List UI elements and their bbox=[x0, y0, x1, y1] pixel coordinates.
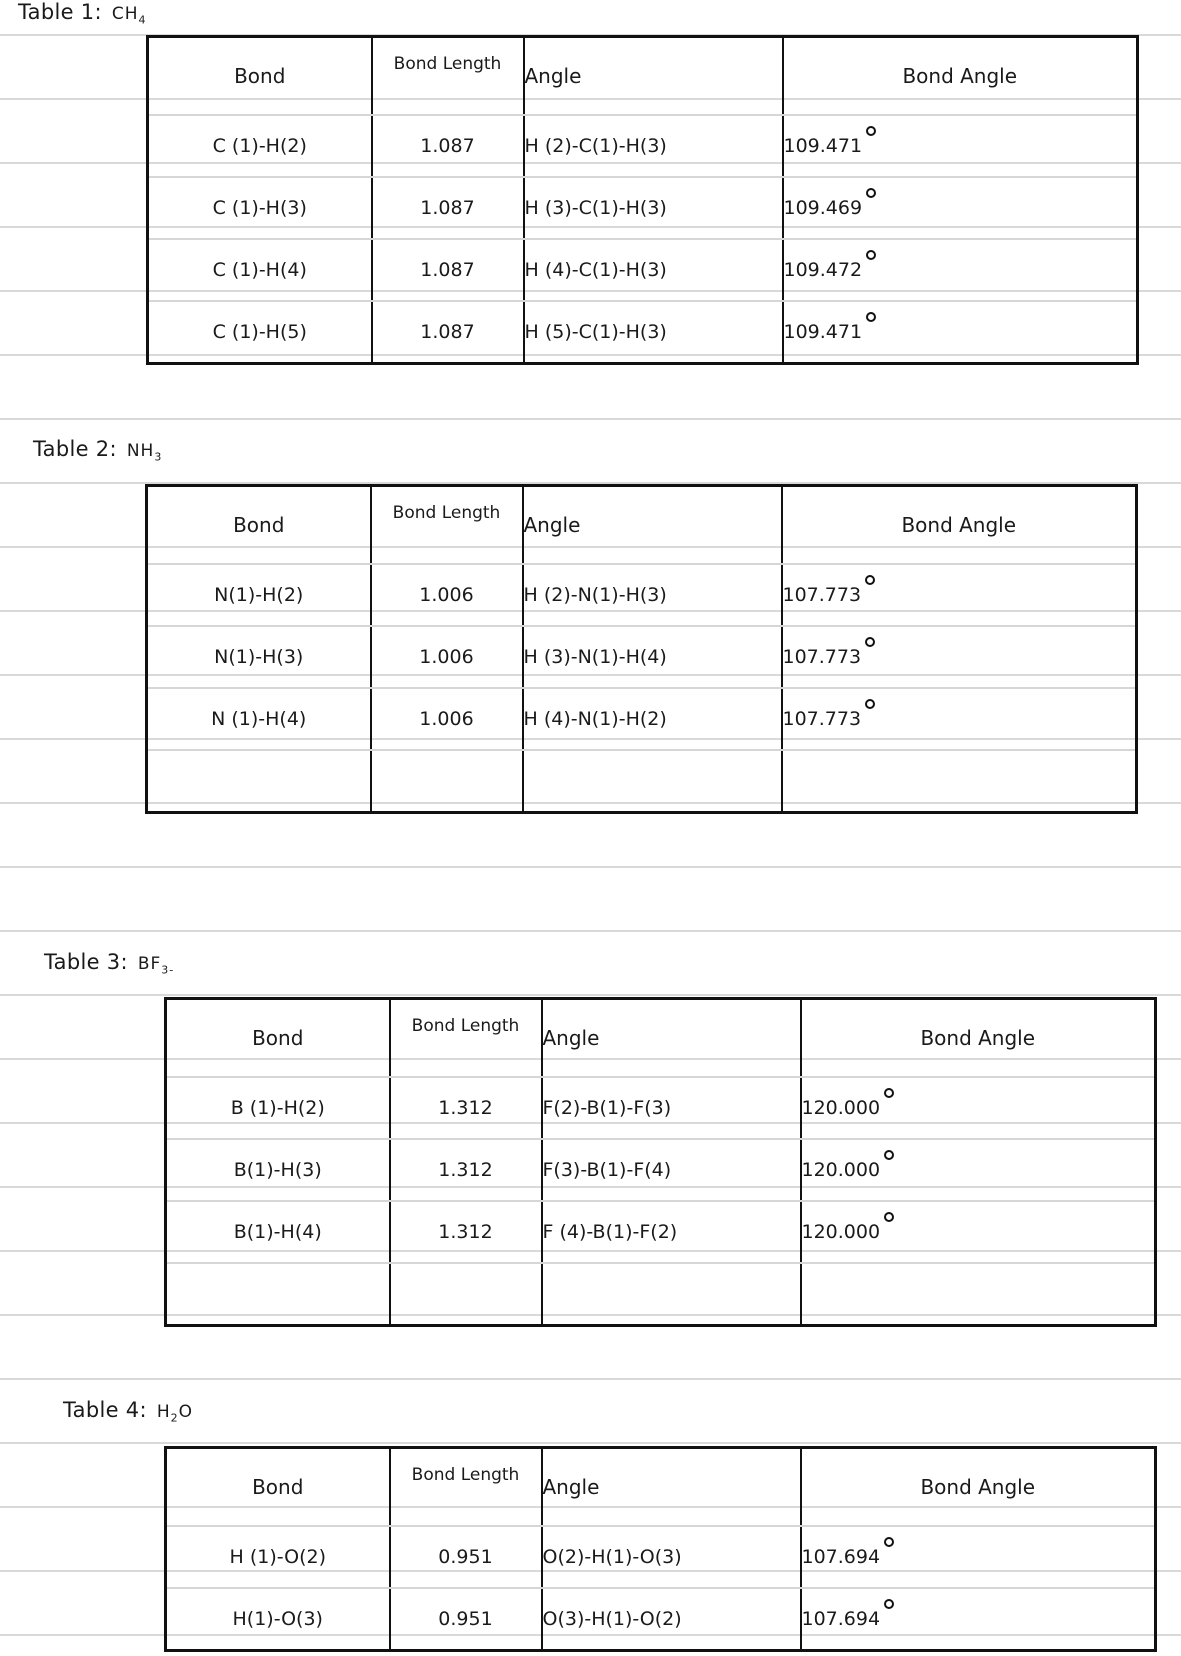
cell-bond: C (1)-H(2) bbox=[148, 115, 372, 177]
cell-bond: B (1)-H(2) bbox=[166, 1077, 390, 1139]
table-3-caption bbox=[44, 950, 174, 976]
cell-bond-length bbox=[371, 750, 523, 813]
table-3-formula: $BF_{3-}$ bbox=[137, 954, 175, 977]
table-2 bbox=[145, 484, 1138, 814]
table-row bbox=[166, 1526, 1156, 1588]
degree-symbol-icon bbox=[884, 1212, 894, 1222]
header-bond-angle: Bond Angle bbox=[801, 999, 1156, 1078]
table-1-formula: $CH_4$ bbox=[111, 4, 147, 27]
cell-bond: C (1)-H(3) bbox=[148, 177, 372, 239]
cell-bond-angle bbox=[783, 177, 1138, 239]
table-2-caption-label: Table 2: bbox=[33, 437, 117, 461]
cell-bond-angle bbox=[782, 626, 1137, 688]
table-row bbox=[166, 1077, 1156, 1139]
header-bond: Bond bbox=[147, 486, 371, 565]
cell-angle: F(3)-B(1)-F(4) bbox=[542, 1139, 801, 1201]
degree-symbol-icon bbox=[884, 1599, 894, 1609]
cell-bond-angle bbox=[782, 688, 1137, 750]
cell-bond-angle bbox=[801, 1526, 1156, 1588]
header-bond-angle: Bond Angle bbox=[783, 37, 1138, 116]
table-3-caption-label: Table 3: bbox=[44, 950, 128, 974]
cell-angle: H (4)-C(1)-H(3) bbox=[524, 239, 783, 301]
cell-bond-length: 0.951 bbox=[390, 1588, 542, 1651]
cell-bond-length: 1.312 bbox=[390, 1077, 542, 1139]
table-row bbox=[147, 626, 1137, 688]
cell-angle bbox=[523, 750, 782, 813]
header-bond-length: Bond Length bbox=[390, 1448, 542, 1527]
cell-bond-length: 1.006 bbox=[371, 626, 523, 688]
cell-bond-length: 1.006 bbox=[371, 564, 523, 626]
cell-bond: B(1)-H(3) bbox=[166, 1139, 390, 1201]
degree-symbol-icon bbox=[884, 1088, 894, 1098]
ruled-line bbox=[0, 930, 1181, 932]
cell-bond-angle bbox=[801, 1139, 1156, 1201]
bond-angle-value: 120.000 bbox=[801, 1221, 881, 1243]
degree-symbol-icon bbox=[865, 575, 875, 585]
degree-symbol-icon bbox=[884, 1537, 894, 1547]
degree-symbol-icon bbox=[866, 312, 876, 322]
table-row bbox=[166, 1588, 1156, 1651]
bond-angle-value: 109.469 bbox=[783, 197, 863, 219]
cell-bond-length: 1.312 bbox=[390, 1139, 542, 1201]
cell-bond: N (1)-H(4) bbox=[147, 688, 371, 750]
bond-angle-value: 107.773 bbox=[782, 584, 862, 606]
cell-bond-angle bbox=[782, 564, 1137, 626]
table-row bbox=[148, 115, 1138, 177]
table-row bbox=[166, 1263, 1156, 1326]
header-bond-angle: Bond Angle bbox=[782, 486, 1137, 565]
cell-bond-angle bbox=[801, 1077, 1156, 1139]
cell-bond: H (1)-O(2) bbox=[166, 1526, 390, 1588]
cell-angle: H (5)-C(1)-H(3) bbox=[524, 301, 783, 364]
bond-angle-value: 109.471 bbox=[783, 135, 863, 157]
cell-angle: H (2)-C(1)-H(3) bbox=[524, 115, 783, 177]
bond-angle-value: 120.000 bbox=[801, 1159, 881, 1181]
cell-bond: N(1)-H(2) bbox=[147, 564, 371, 626]
cell-bond bbox=[166, 1263, 390, 1326]
ruled-line bbox=[0, 1378, 1181, 1380]
header-angle: Angle bbox=[542, 1448, 801, 1527]
bond-angle-value: 107.694 bbox=[801, 1608, 881, 1630]
cell-angle: H (3)-N(1)-H(4) bbox=[523, 626, 782, 688]
table-1 bbox=[146, 35, 1139, 365]
header-bond-length: Bond Length bbox=[390, 999, 542, 1078]
table-row bbox=[147, 564, 1137, 626]
cell-bond bbox=[147, 750, 371, 813]
cell-bond: B(1)-H(4) bbox=[166, 1201, 390, 1263]
cell-bond-length: 0.951 bbox=[390, 1526, 542, 1588]
ruled-line bbox=[0, 994, 1181, 996]
header-bond-angle: Bond Angle bbox=[801, 1448, 1156, 1527]
table-row bbox=[148, 177, 1138, 239]
cell-angle: O(2)-H(1)-O(3) bbox=[542, 1526, 801, 1588]
header-row bbox=[166, 999, 1156, 1078]
table-row bbox=[148, 239, 1138, 301]
table-4 bbox=[164, 1446, 1157, 1652]
header-row bbox=[166, 1448, 1156, 1527]
cell-bond-angle bbox=[783, 115, 1138, 177]
cell-angle: F(2)-B(1)-F(3) bbox=[542, 1077, 801, 1139]
table-2-caption bbox=[33, 437, 162, 463]
cell-bond-angle bbox=[783, 301, 1138, 364]
cell-bond: C (1)-H(4) bbox=[148, 239, 372, 301]
header-angle: Angle bbox=[542, 999, 801, 1078]
table-row bbox=[147, 688, 1137, 750]
ruled-line bbox=[0, 866, 1181, 868]
cell-bond-angle bbox=[801, 1263, 1156, 1326]
ruled-line bbox=[0, 418, 1181, 420]
degree-symbol-icon bbox=[884, 1150, 894, 1160]
table-row bbox=[148, 301, 1138, 364]
table-2-formula: $NH_3$ bbox=[126, 441, 163, 464]
ruled-line bbox=[0, 1442, 1181, 1444]
bond-angle-value: 107.773 bbox=[782, 708, 862, 730]
bond-angle-value: 107.694 bbox=[801, 1546, 881, 1568]
cell-bond-length: 1.087 bbox=[372, 115, 524, 177]
header-angle: Angle bbox=[524, 37, 783, 116]
table-row bbox=[147, 750, 1137, 813]
degree-symbol-icon bbox=[866, 188, 876, 198]
degree-symbol-icon bbox=[866, 250, 876, 260]
degree-symbol-icon bbox=[866, 126, 876, 136]
table-row bbox=[166, 1139, 1156, 1201]
header-row bbox=[148, 37, 1138, 116]
header-bond-length: Bond Length bbox=[372, 37, 524, 116]
cell-bond-length: 1.087 bbox=[372, 177, 524, 239]
cell-bond-length: 1.087 bbox=[372, 301, 524, 364]
table-1-caption bbox=[18, 0, 146, 26]
table-1-caption-label: Table 1: bbox=[18, 0, 102, 24]
cell-angle bbox=[542, 1263, 801, 1326]
cell-bond-angle bbox=[801, 1201, 1156, 1263]
cell-angle: F (4)-B(1)-F(2) bbox=[542, 1201, 801, 1263]
cell-bond: H(1)-O(3) bbox=[166, 1588, 390, 1651]
cell-bond-angle bbox=[782, 750, 1137, 813]
header-bond: Bond bbox=[148, 37, 372, 116]
table-4-caption-label: Table 4: bbox=[63, 1398, 147, 1422]
table-row bbox=[166, 1201, 1156, 1263]
cell-bond-length: 1.312 bbox=[390, 1201, 542, 1263]
table-3 bbox=[164, 997, 1157, 1327]
header-bond: Bond bbox=[166, 999, 390, 1078]
degree-symbol-icon bbox=[865, 699, 875, 709]
cell-bond-length: 1.006 bbox=[371, 688, 523, 750]
header-bond-length: Bond Length bbox=[371, 486, 523, 565]
cell-bond: N(1)-H(3) bbox=[147, 626, 371, 688]
cell-angle: H (4)-N(1)-H(2) bbox=[523, 688, 782, 750]
cell-angle: H (3)-C(1)-H(3) bbox=[524, 177, 783, 239]
bond-angle-value: 109.472 bbox=[783, 259, 863, 281]
header-row bbox=[147, 486, 1137, 565]
cell-bond-angle bbox=[801, 1588, 1156, 1651]
table-4-formula: $H_2O$ bbox=[156, 1402, 194, 1425]
header-bond: Bond bbox=[166, 1448, 390, 1527]
header-angle: Angle bbox=[523, 486, 782, 565]
bond-angle-value: 120.000 bbox=[801, 1097, 881, 1119]
cell-angle: H (2)-N(1)-H(3) bbox=[523, 564, 782, 626]
cell-bond-angle bbox=[783, 239, 1138, 301]
bond-angle-value: 109.471 bbox=[783, 321, 863, 343]
degree-symbol-icon bbox=[865, 637, 875, 647]
cell-bond-length: 1.087 bbox=[372, 239, 524, 301]
table-4-caption bbox=[63, 1398, 193, 1424]
cell-angle: O(3)-H(1)-O(2) bbox=[542, 1588, 801, 1651]
cell-bond: C (1)-H(5) bbox=[148, 301, 372, 364]
bond-angle-value: 107.773 bbox=[782, 646, 862, 668]
cell-bond-length bbox=[390, 1263, 542, 1326]
